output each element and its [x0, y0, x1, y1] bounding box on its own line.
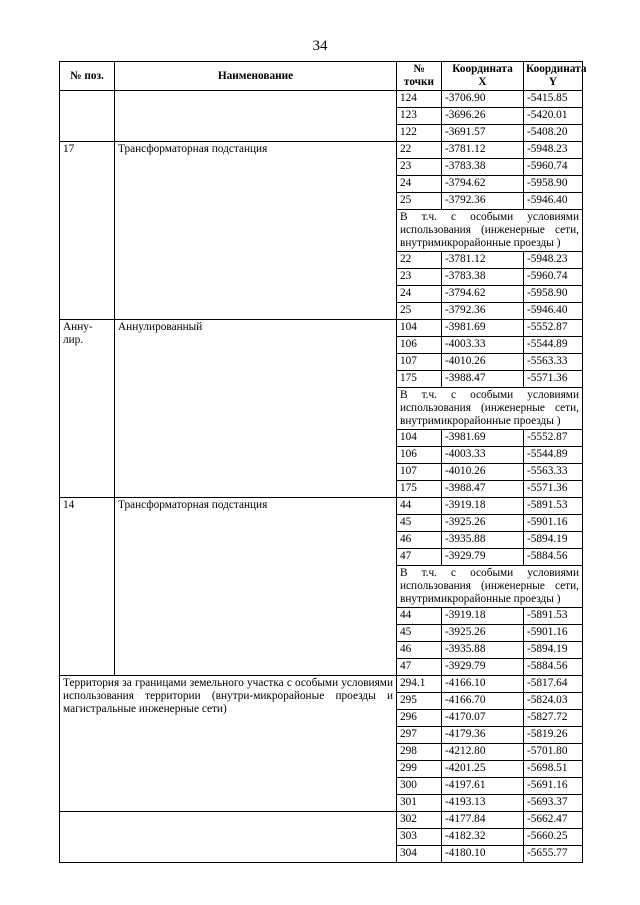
y-cell: -5958.90	[524, 286, 583, 303]
point-cell: 302	[397, 812, 442, 829]
x-cell: -4010.26	[442, 354, 524, 371]
y-cell: -5901.16	[524, 515, 583, 532]
point-cell: 25	[397, 193, 442, 210]
x-cell: -4166.10	[442, 676, 524, 693]
x-cell: -3781.12	[442, 252, 524, 269]
header-coordinate-x: Координата X	[442, 62, 524, 91]
point-cell: 22	[397, 252, 442, 269]
x-cell: -3919.18	[442, 608, 524, 625]
x-cell: -3792.36	[442, 303, 524, 320]
x-cell: -4197.61	[442, 778, 524, 795]
x-cell: -4003.33	[442, 337, 524, 354]
x-cell: -3935.88	[442, 642, 524, 659]
x-cell: -3696.26	[442, 108, 524, 125]
header-position: № поз.	[60, 62, 115, 91]
y-cell: -5948.23	[524, 142, 583, 159]
x-cell: -4182.32	[442, 829, 524, 846]
point-cell: 295	[397, 693, 442, 710]
point-cell: 44	[397, 498, 442, 515]
point-cell: 175	[397, 481, 442, 498]
x-cell: -3925.26	[442, 515, 524, 532]
point-cell: 300	[397, 778, 442, 795]
header-coordinate-y: Координата Y	[524, 62, 583, 91]
x-cell: -3935.88	[442, 532, 524, 549]
y-cell: -5891.53	[524, 608, 583, 625]
y-cell: -5827.72	[524, 710, 583, 727]
y-cell: -5571.36	[524, 371, 583, 388]
header-name: Наименование	[115, 62, 397, 91]
y-cell: -5698.51	[524, 761, 583, 778]
table-row	[60, 498, 583, 515]
point-cell: 298	[397, 744, 442, 761]
y-cell: -5552.87	[524, 320, 583, 337]
note-cell: В т.ч. с особыми условиями использования (инженерные сети, внутримикрорайонные проезды )	[397, 566, 583, 608]
coordinates-table	[59, 61, 587, 863]
name-cell: Аннулированный	[115, 320, 397, 498]
x-cell: -3783.38	[442, 159, 524, 176]
y-cell: -5415.85	[524, 91, 583, 108]
y-cell: -5552.87	[524, 430, 583, 447]
table-row	[60, 320, 583, 337]
point-cell: 44	[397, 608, 442, 625]
y-cell: -5571.36	[524, 481, 583, 498]
y-cell: -5819.26	[524, 727, 583, 744]
point-cell: 45	[397, 625, 442, 642]
point-cell: 107	[397, 354, 442, 371]
y-cell: -5884.56	[524, 659, 583, 676]
point-cell: 122	[397, 125, 442, 142]
pos-cell: 14	[60, 498, 115, 676]
point-cell: 104	[397, 430, 442, 447]
x-cell: -4010.26	[442, 464, 524, 481]
y-cell: -5544.89	[524, 447, 583, 464]
x-cell: -4166.70	[442, 693, 524, 710]
point-cell: 46	[397, 532, 442, 549]
pos-cell: Анну-лир.	[60, 320, 115, 498]
point-cell: 294.1	[397, 676, 442, 693]
pos-cell	[60, 91, 115, 142]
y-cell: -5891.53	[524, 498, 583, 515]
x-cell: -3783.38	[442, 269, 524, 286]
point-cell: 45	[397, 515, 442, 532]
x-cell: -4180.10	[442, 846, 524, 863]
table-row	[60, 142, 583, 159]
x-cell: -4179.36	[442, 727, 524, 744]
point-cell: 124	[397, 91, 442, 108]
point-cell: 104	[397, 320, 442, 337]
y-cell: -5693.37	[524, 795, 583, 812]
point-cell: 47	[397, 659, 442, 676]
point-cell: 303	[397, 829, 442, 846]
point-cell: 24	[397, 176, 442, 193]
x-cell: -3794.62	[442, 286, 524, 303]
name-cell: Трансформаторная подстанция	[115, 498, 397, 676]
y-cell: -5408.20	[524, 125, 583, 142]
y-cell: -5563.33	[524, 464, 583, 481]
y-cell: -5817.64	[524, 676, 583, 693]
x-cell: -3691.57	[442, 125, 524, 142]
y-cell: -5563.33	[524, 354, 583, 371]
y-cell: -5960.74	[524, 159, 583, 176]
point-cell: 46	[397, 642, 442, 659]
y-cell: -5958.90	[524, 176, 583, 193]
note-cell: В т.ч. с особыми условиями использования (инженерные сети, внутримикрорайонные проезды )	[397, 210, 583, 252]
point-cell: 47	[397, 549, 442, 566]
point-cell: 106	[397, 337, 442, 354]
point-cell: 23	[397, 269, 442, 286]
empty-merged-cell	[60, 812, 397, 863]
table-row	[60, 91, 583, 108]
x-cell: -3925.26	[442, 625, 524, 642]
x-cell: -3929.79	[442, 549, 524, 566]
point-cell: 25	[397, 303, 442, 320]
y-cell: -5824.03	[524, 693, 583, 710]
y-cell: -5662.47	[524, 812, 583, 829]
point-cell: 123	[397, 108, 442, 125]
x-cell: -4201.25	[442, 761, 524, 778]
x-cell: -3981.69	[442, 320, 524, 337]
x-cell: -4212.80	[442, 744, 524, 761]
point-cell: 175	[397, 371, 442, 388]
point-cell: 296	[397, 710, 442, 727]
y-cell: -5960.74	[524, 269, 583, 286]
x-cell: -3929.79	[442, 659, 524, 676]
point-cell: 24	[397, 286, 442, 303]
name-cell: Трансформаторная подстанция	[115, 142, 397, 320]
table-row	[60, 676, 583, 693]
x-cell: -3792.36	[442, 193, 524, 210]
y-cell: -5691.16	[524, 778, 583, 795]
point-cell: 297	[397, 727, 442, 744]
territory-cell: Территория за границами земельного участка с особыми условиями использования территории (внутри-микрорайоные проезды и магистральные инженерные сети)	[60, 676, 397, 812]
y-cell: -5420.01	[524, 108, 583, 125]
header-point-number: № точки	[397, 62, 442, 91]
table-header-row	[60, 62, 583, 91]
x-cell: -3781.12	[442, 142, 524, 159]
x-cell: -3794.62	[442, 176, 524, 193]
y-cell: -5655.77	[524, 846, 583, 863]
page-number: 34	[312, 38, 328, 54]
y-cell: -5946.40	[524, 193, 583, 210]
name-cell	[115, 91, 397, 142]
y-cell: -5884.56	[524, 549, 583, 566]
point-cell: 107	[397, 464, 442, 481]
point-cell: 299	[397, 761, 442, 778]
x-cell: -4193.13	[442, 795, 524, 812]
note-cell: В т.ч. с особыми условиями использования (инженерные сети, внутримикрорайонные проезды )	[397, 388, 583, 430]
x-cell: -3706.90	[442, 91, 524, 108]
pos-cell: 17	[60, 142, 115, 320]
point-cell: 304	[397, 846, 442, 863]
x-cell: -4177.84	[442, 812, 524, 829]
point-cell: 23	[397, 159, 442, 176]
point-cell: 22	[397, 142, 442, 159]
y-cell: -5901.16	[524, 625, 583, 642]
x-cell: -3988.47	[442, 481, 524, 498]
x-cell: -3988.47	[442, 371, 524, 388]
y-cell: -5894.19	[524, 532, 583, 549]
y-cell: -5946.40	[524, 303, 583, 320]
point-cell: 106	[397, 447, 442, 464]
x-cell: -4003.33	[442, 447, 524, 464]
y-cell: -5544.89	[524, 337, 583, 354]
y-cell: -5948.23	[524, 252, 583, 269]
point-cell: 301	[397, 795, 442, 812]
y-cell: -5701.80	[524, 744, 583, 761]
x-cell: -3981.69	[442, 430, 524, 447]
table-row	[60, 812, 583, 829]
y-cell: -5660.25	[524, 829, 583, 846]
x-cell: -3919.18	[442, 498, 524, 515]
x-cell: -4170.07	[442, 710, 524, 727]
y-cell: -5894.19	[524, 642, 583, 659]
